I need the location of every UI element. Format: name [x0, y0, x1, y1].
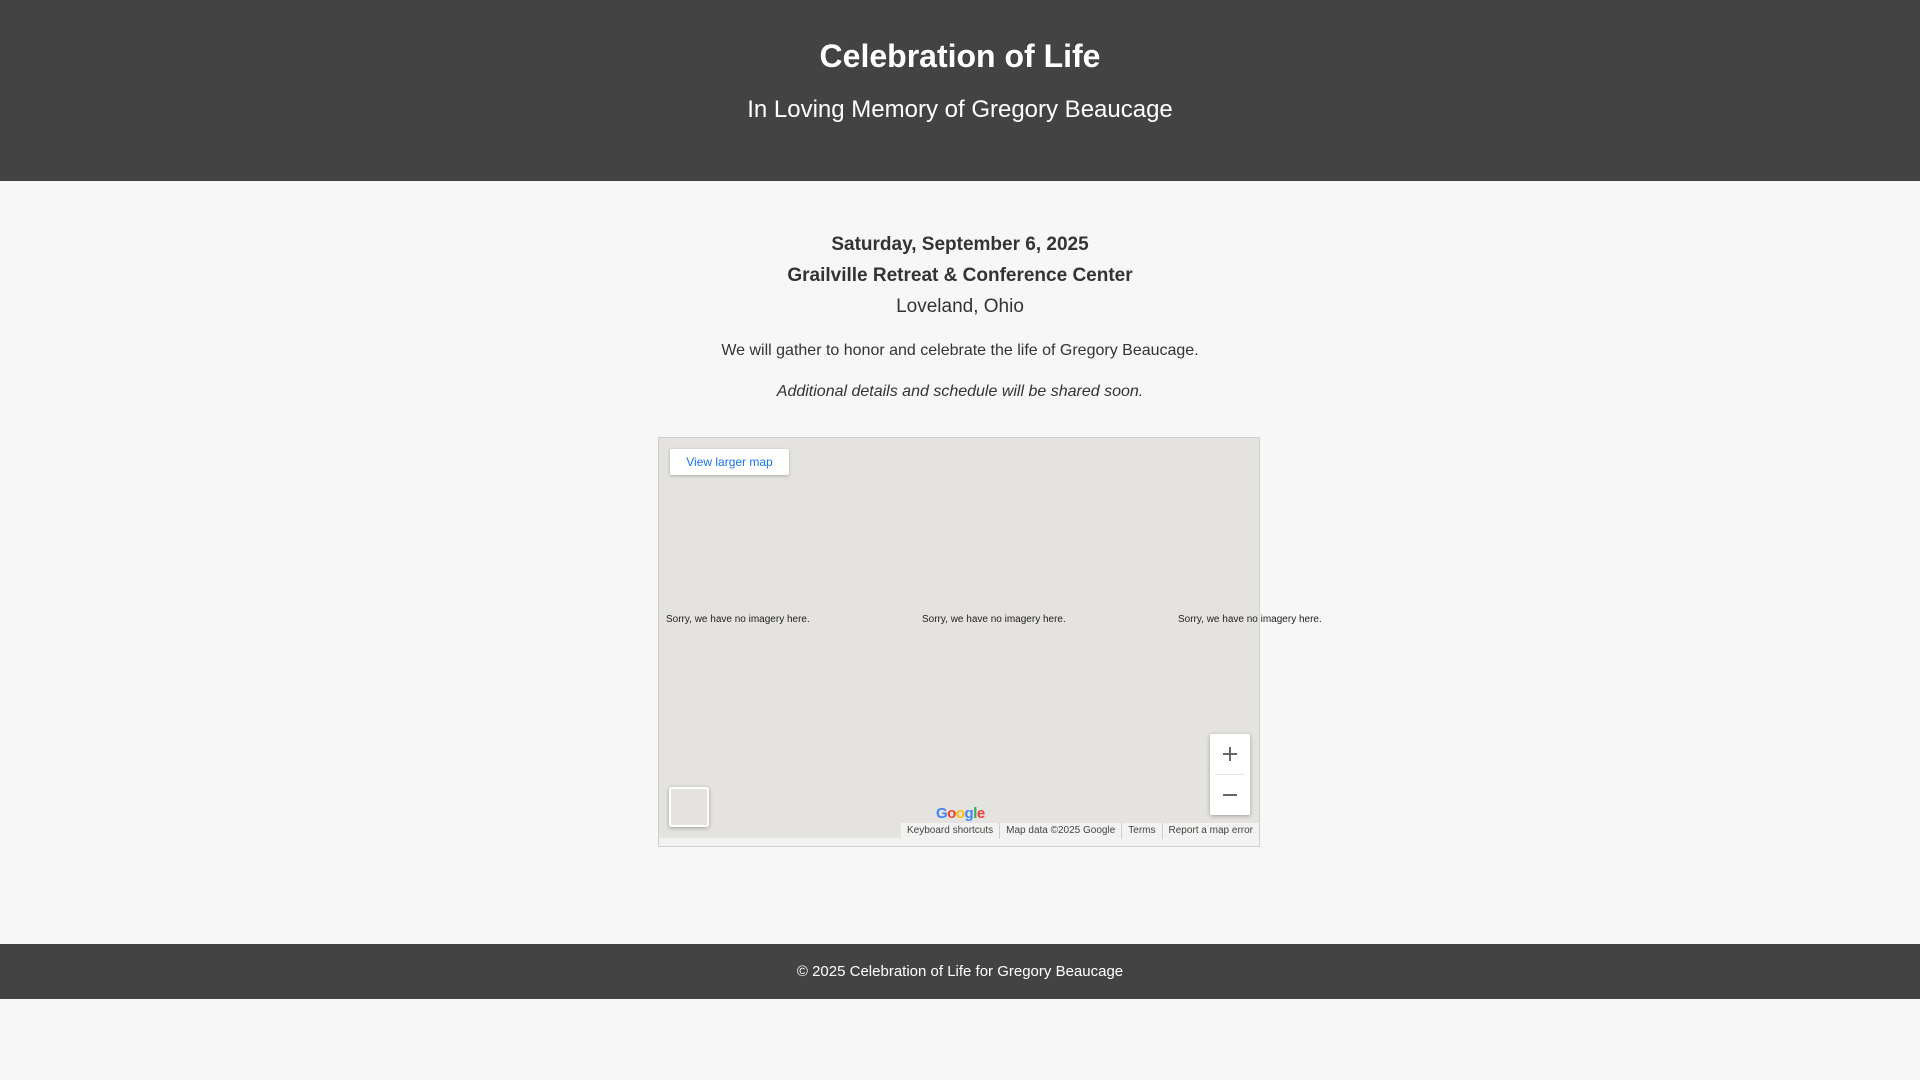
zoom-in-button[interactable] [1210, 734, 1250, 774]
map-data-attribution: Map data ©2025 Google [999, 823, 1121, 839]
event-note: Additional details and schedule will be shared soon. [776, 383, 1144, 400]
map-tile-message: Sorry, we have no imagery here. [922, 614, 1066, 625]
map-tile-message: Sorry, we have no imagery here. [666, 614, 810, 625]
report-map-error-link[interactable]: Report a map error [1162, 823, 1259, 839]
embedded-map[interactable] [658, 437, 1322, 847]
event-venue: Grailville Retreat & Conference Center [787, 265, 1133, 286]
google-logo: Google [936, 805, 985, 822]
page-subtitle: In Loving Memory of Gregory Beaucage [747, 96, 1173, 123]
zoom-control [1210, 734, 1250, 815]
zoom-out-button[interactable] [1210, 775, 1250, 815]
footer-copyright: © 2025 Celebration of Life for Gregory Beaucage [796, 963, 1124, 980]
map-tile-message: Sorry, we have no imagery here. [1178, 614, 1322, 625]
terms-link[interactable]: Terms [1121, 823, 1161, 839]
page-footer [0, 944, 1920, 999]
keyboard-shortcuts-button[interactable]: Keyboard shortcuts [906, 825, 994, 836]
page-header [0, 0, 1920, 181]
view-larger-map-link[interactable]: View larger map [670, 449, 789, 475]
street-view-pegman-button[interactable] [669, 787, 709, 827]
map-bottom-strip [659, 838, 1259, 846]
event-message: We will gather to honor and celebrate the life of Gregory Beaucage. [721, 342, 1199, 359]
page-title: Celebration of Life [819, 38, 1101, 74]
event-location: Loveland, Ohio [896, 296, 1024, 317]
event-date: Saturday, September 6, 2025 [831, 234, 1089, 255]
map-attribution-bar [901, 823, 1259, 839]
